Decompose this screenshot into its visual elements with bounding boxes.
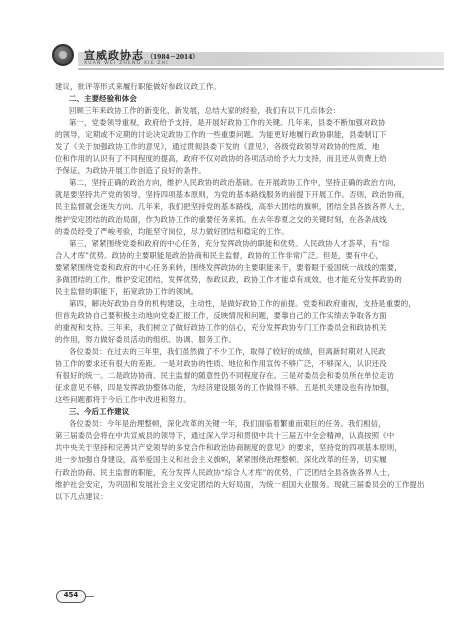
text-line: 的委员经受了严峻考验，均能坚守岗位，尽力做好团结和稳定的工作。 <box>55 226 289 236</box>
text-line: 以下几点建议： <box>55 491 108 501</box>
text-line: 各位委员：今年是治理整顿，深化改革的关键一年，我们面临着繁重而艰巨的任务。我们相信， <box>69 419 386 429</box>
text-line: 予保证，为政协开展工作创造了良好的条件。 <box>55 166 206 176</box>
text-line: 行政治协商、民主监督的职能，充分发挥人民政协“综合人才库”的优势，广泛团结全县各族各界人士， <box>55 467 395 477</box>
page-number: 454 <box>63 591 79 599</box>
text-line: 有很好的统一。二是政协协商、民主监督的随意性仍不同程度存在。三是对委员会和委员所在单位走访 <box>55 371 395 381</box>
text-line: 维护社会安定，为巩固和发展社会主义安定团结的大好局面，为统一祖国大业服务。现就三届委员会的工作提出 <box>55 479 425 489</box>
text-line: 征求意见不够，四是发挥政协整体功能，为经济建设服务的工作做得不够。五是机关建设也有待加强， <box>55 383 395 393</box>
text-line: 位和作用的认识有了不同程度的提高，政府不仅对政协的各项活动给予大力支持，而且还从资费上给 <box>55 154 387 164</box>
text-line: 协工作的要求还有很大的差距。一是对政协的性质、地位和作用宣传不够广泛，不够深入，认识还没 <box>55 359 387 369</box>
text-line: 民主监督的职能下，拓宽政协工作的领域。 <box>55 286 199 296</box>
text-line: 就是要坚持共产党的领导，坚持四项基本原则，为党的基本路线服务的前提下开展工作。否则，政治协商， <box>55 190 410 200</box>
section-heading: 二、主要经验和体会 <box>69 94 137 104</box>
text-line: 第三，紧紧围绕党委和政府的中心任务，充分发挥政协的职能和优势。人民政协人才荟萃，有“综 <box>69 238 390 248</box>
text-line: 的作用，努力做好委员活动的组织、协调、服务工作。 <box>55 334 236 344</box>
body-text <box>55 81 425 503</box>
text-line: 共中央关于坚持和完善共产党领导的多党合作和政治协商制度的意见》的要求，坚持党的四项基本原则， <box>55 443 402 453</box>
emblem-icon <box>52 44 74 66</box>
text-line: 合人才库”优势。政协的主要职能是政治协商和民主监督，政协的工作非常广泛。但是，要有中心， <box>55 250 384 260</box>
text-line: 的重视和支持。三年来，我们树立了做好政协工作的信心，充分发挥政协专门工作委员会和政协机关 <box>55 322 387 332</box>
text-line: 要紧紧围绕党委和政府的中心任务来转，围绕发挥政协的主要职能来干，要着眼于爱国统一战线的需要， <box>55 262 402 272</box>
text-line: 但首先政协自己要积极主动地向党委汇报工作，反映情况和问题，要靠自己的工作实绩去争取各方面 <box>55 310 387 320</box>
text-line: 各位委员：在过去的三年里，我们虽然做了不少工作，取得了较好的成绩，但离新时期对人民政 <box>69 347 386 357</box>
page-number-badge <box>56 590 90 605</box>
section-heading: 三、今后工作建议 <box>69 407 130 417</box>
book-years: （1984－2014） <box>147 54 199 61</box>
book-title-text: 宣威政协志 <box>84 49 144 62</box>
page-number-rule <box>86 596 94 597</box>
running-header <box>52 44 444 74</box>
text-line: 民主监督就会迷失方向。几年来，我们把坚持党的基本路线，高举大团结的旗帜，团结全县各族各界人士， <box>55 202 410 212</box>
text-line: 维护安定团结的政治局面，作为政协工作的重要任务来抓。在去年春夏之交的关键时刻，在各条战线 <box>55 214 387 224</box>
text-line: 发了《关于加强政协工作的意见》，通过贯彻县委下发的《意见》，各级党政领导对政协的性质、地 <box>55 142 380 152</box>
text-line: 的领导，定期或不定期的讨论决定政协工作的一些重要问题。为能更好地履行政协职能，县委制订下 <box>55 130 387 140</box>
book-title-pinyin: XUAN WEI ZHENG XIE ZHI <box>84 61 169 66</box>
text-line: 第一，党委领导重视，政府给予支持，是开展好政协工作的关键。几年来，县委不断加强对政协 <box>69 118 386 128</box>
text-line: 第四，解决好政协自身的机构建设，主动性，是做好政协工作的前提。党委和政府重视，支持是重要的， <box>69 298 416 308</box>
text-line: 多做团结的工作，维护安定团结，发挥优势，参政议政，政协工作才能卓有成效，也才能充分发挥政协的 <box>55 274 402 284</box>
text-line: 第二，坚持正确的政治方向，维护人民政协的政治基础。在开展政协工作中，坚持正确的政治方向， <box>69 178 401 188</box>
text-line: 第三届委员会将在中共宣威县的领导下，通过深入学习和贯彻中共十三届五中全会精神，认真按照《中 <box>55 431 395 441</box>
text-line: 这些问题都将于今后工作中改进和努力。 <box>55 395 191 405</box>
text-line: 进一步加强自身建设，高举爱国主义和社会主义旗帜，紧紧围绕治理整顿、深化改革的任务，切实履 <box>55 455 387 465</box>
text-line: 回顾三年来政协工作的新变化，新发展，总结大家的经验，我们有以下几点体会： <box>69 106 341 116</box>
text-line: 建议，批评等形式来履行职能做好参政议政工作。 <box>55 82 221 91</box>
